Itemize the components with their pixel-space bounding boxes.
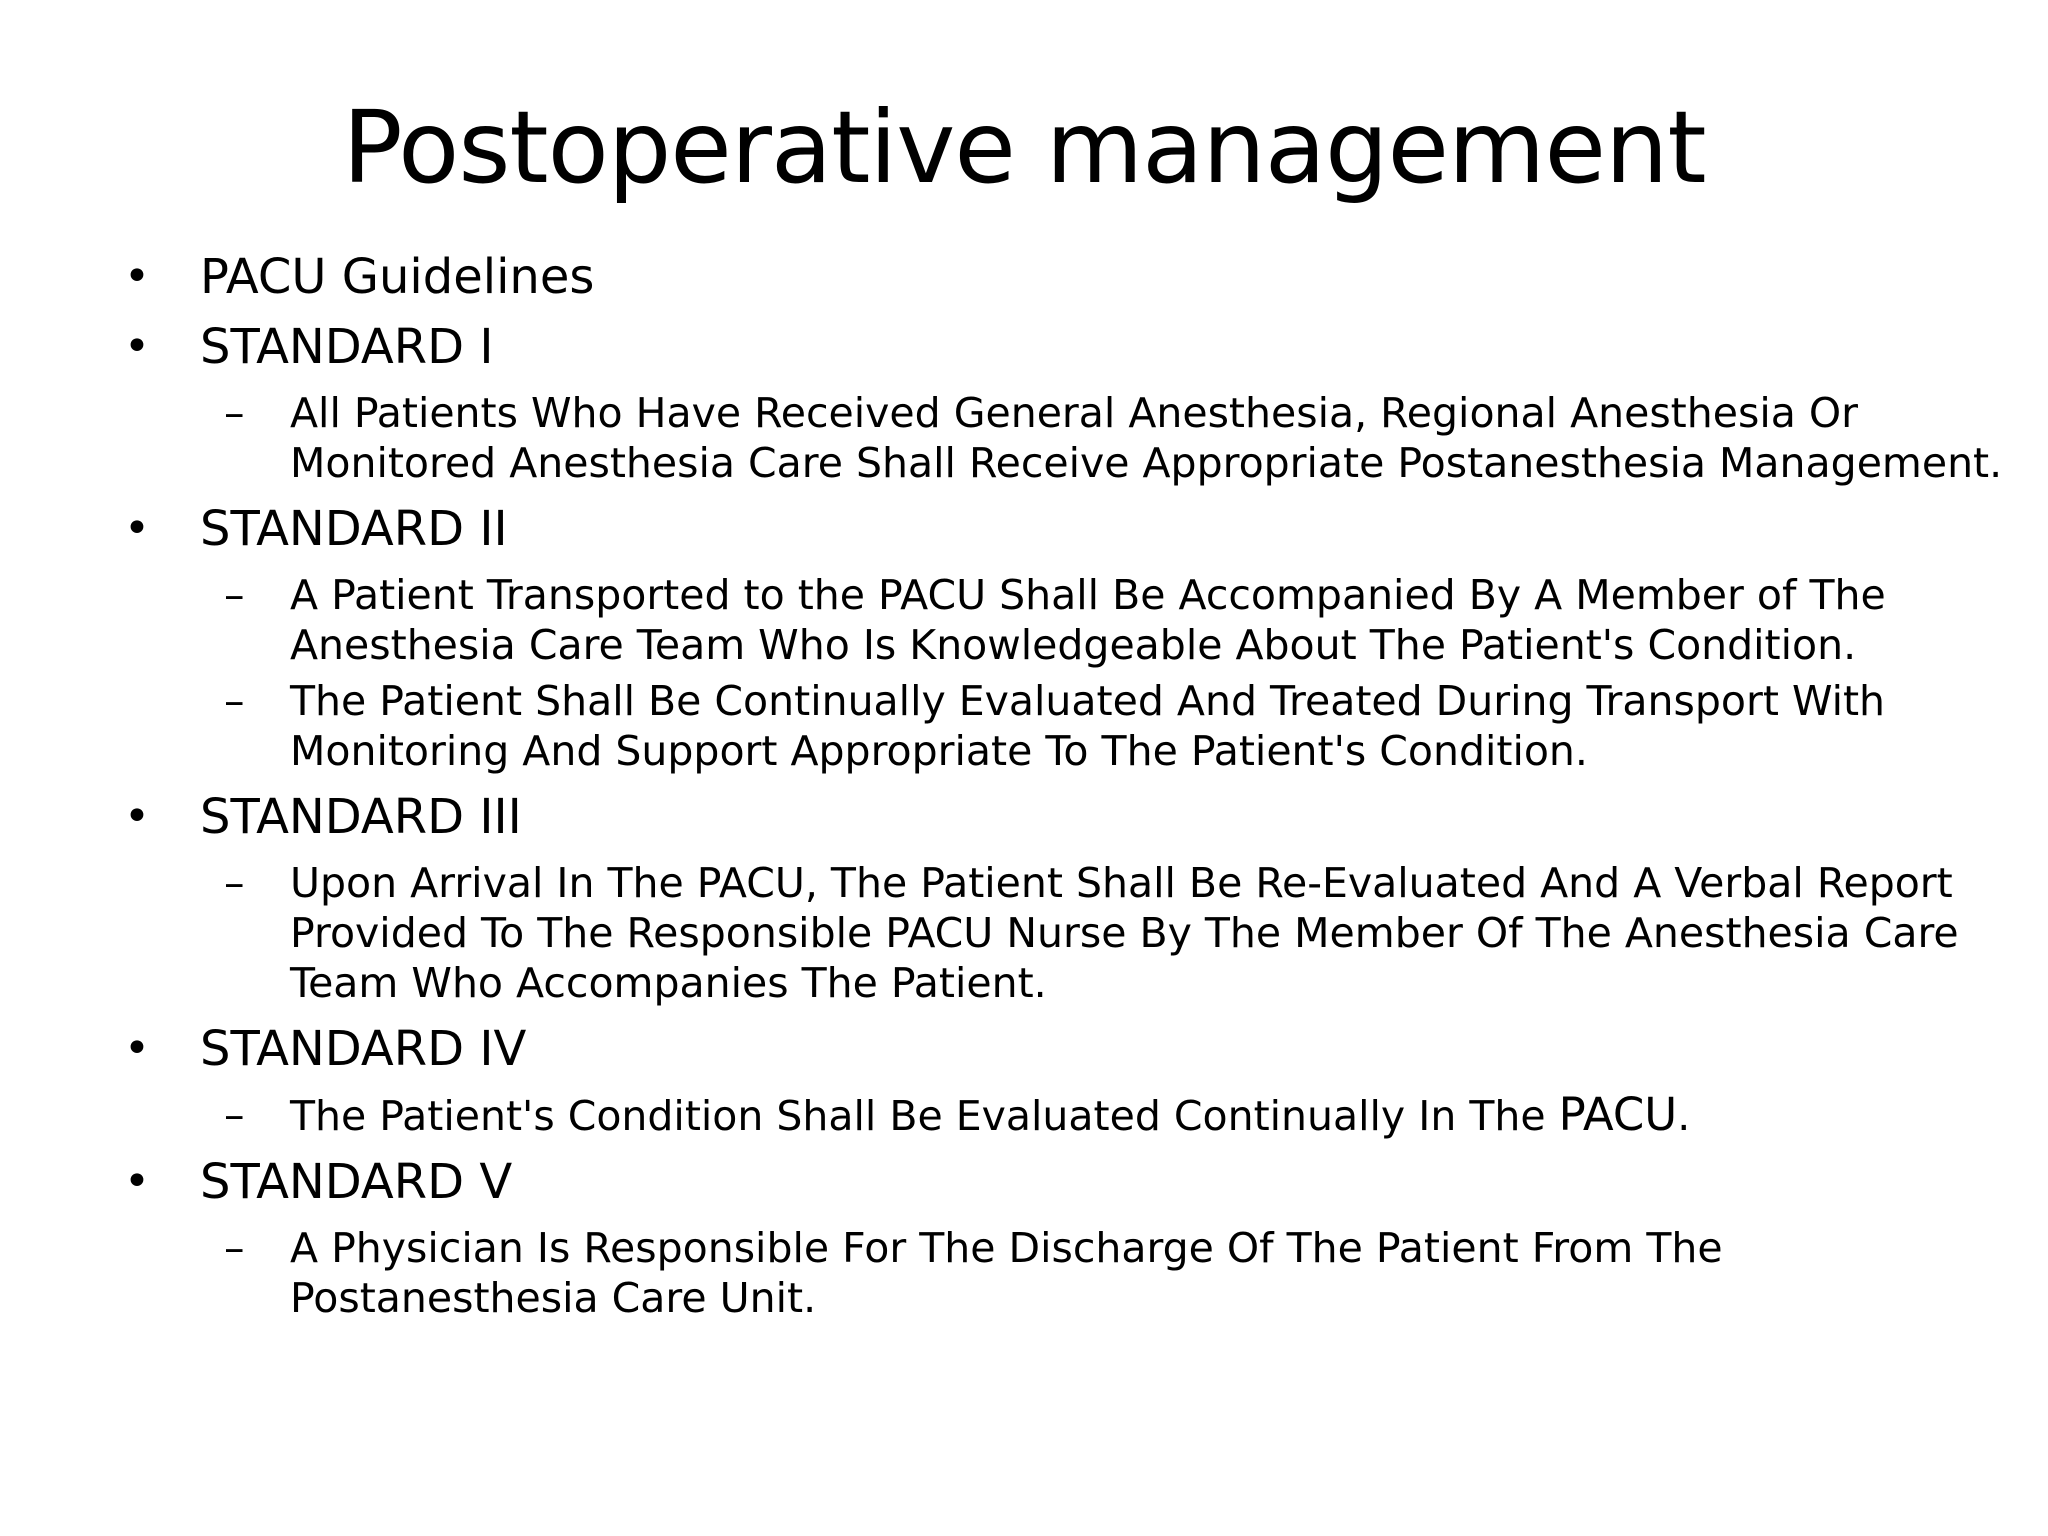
sub-bullet-standard-4-a (0, 1090, 2048, 1141)
bullet-list (0, 242, 2048, 1329)
sub-bullet-text: Upon Arrival In The PACU, The Patient Shall Be Re-Evaluated And A Verbal Report Provided To The Responsible PACU Nurse By The Member Of The Anesthesia Care Team Who Accompanies The Patient. (290, 859, 1959, 1007)
dash-icon: – (224, 389, 245, 437)
bullet-standard-2 (0, 494, 2048, 564)
bullet-label: STANDARD III (200, 789, 522, 845)
sub-bullet-text: The Patient Shall Be Continually Evaluated And Treated During Transport With Monitoring And Support Appropriate To The Patient's Condition. (290, 677, 1886, 775)
bullet-standard-4 (0, 1014, 2048, 1084)
dash-icon: – (224, 1091, 245, 1139)
sub-bullet-standard-2-b (0, 676, 2048, 776)
dash-icon: – (224, 571, 245, 619)
bullet-dot-icon: • (124, 791, 150, 842)
sub-bullet-standard-1-a (0, 388, 2048, 488)
bullet-dot-icon: • (124, 1023, 150, 1074)
dash-icon: – (224, 859, 245, 907)
dash-icon: – (224, 677, 245, 725)
bullet-label: STANDARD II (200, 501, 508, 557)
dash-icon: – (224, 1224, 245, 1272)
bullet-dot-icon: • (124, 1156, 150, 1207)
sub-bullet-text: All Patients Who Have Received General Anesthesia, Regional Anesthesia Or Monitored Anesthesia Care Shall Receive Appropriate Postanesthesia Management. (290, 389, 2003, 487)
bullet-dot-icon: • (124, 321, 150, 372)
bullet-standard-3 (0, 782, 2048, 852)
slide-title: Postoperative management (342, 89, 1706, 206)
sub-bullet-text-emphasis: PACU (1558, 1088, 1678, 1141)
sub-bullet-standard-2-a (0, 570, 2048, 670)
bullet-pacu-guidelines (0, 242, 2048, 312)
sub-bullet-text: A Patient Transported to the PACU Shall Be Accompanied By A Member of The Anesthesia Care Team Who Is Knowledgeable About The Patient's Condition. (290, 571, 1886, 669)
sub-bullet-text: A Physician Is Responsible For The Discharge Of The Patient From The Postanesthesia Care Unit. (290, 1224, 1723, 1322)
bullet-dot-icon: • (124, 251, 150, 302)
bullet-dot-icon: • (124, 503, 150, 554)
bullet-label: STANDARD I (200, 319, 494, 375)
bullet-label: STANDARD V (200, 1154, 513, 1210)
bullet-label: STANDARD IV (200, 1021, 527, 1077)
bullet-standard-5 (0, 1147, 2048, 1217)
sub-bullet-standard-3-a (0, 858, 2048, 1008)
sub-bullet-text (290, 1090, 2018, 1141)
sub-bullet-text-tail: . (1677, 1092, 1691, 1140)
bullet-standard-1 (0, 312, 2048, 382)
sub-bullet-standard-5-a (0, 1223, 2048, 1323)
sub-bullet-text-main: The Patient's Condition Shall Be Evaluated Continually In The (290, 1092, 1559, 1140)
bullet-label: PACU Guidelines (200, 249, 595, 305)
